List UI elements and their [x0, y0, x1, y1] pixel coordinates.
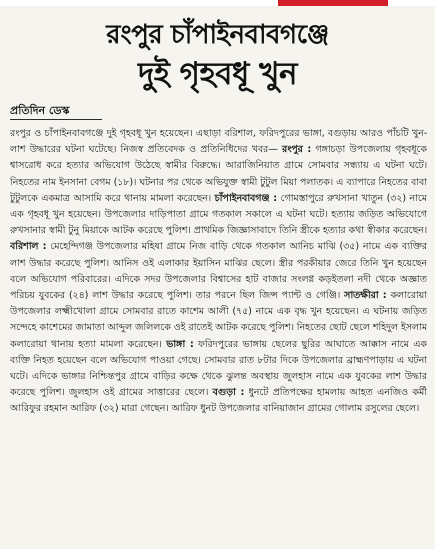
top-bar-white-left [0, 0, 278, 6]
article-paragraph [10, 126, 427, 418]
bhanga-label: ভাঙ্গা : [166, 338, 194, 350]
dateline-underline [10, 119, 102, 120]
top-color-bar [0, 0, 435, 10]
intro-text: রংপুর ও চাঁপাইনবাবগঞ্জে দুই গৃহবধূ খুন হয়েছেন। এছাড়া বরিশাল, ফরিদপুরের ভাঙ্গা, বগুড়ায় আরও পাঁচটি খুন-লাশ উদ্ধারের ঘটনা ঘটেছে। নিজস্ব প্রতিবেদক ও প্রতিনিধিদের খবর— [10, 128, 427, 156]
article-body [10, 126, 427, 544]
chapai-label: চাঁপাইনবাবগঞ্জ : [214, 192, 277, 204]
bogura-text: ধুনটে প্রতিপক্ষের হামলায় আহত এনজিও কর্মী আরিফুর রহমান আরিফ (৩২) মারা গেছেন। আরিফ ধুনট উপজেলার বানিয়াজান গ্রামের গোলাম রসুলের ছেলে। [10, 387, 427, 415]
top-bar-white-right [388, 0, 435, 6]
top-bar-red-segment [278, 0, 388, 6]
satkhira-text: কলারোয়া উপজেলার লক্ষ্মীখোলা গ্রামে সোমবার রাতে কাশেম আলী (৭৫) নামে এক বৃদ্ধ খুন হয়েছেন। এ ঘটনায় জড়িত সন্দেহে কাশেমের জামাতা আব্দুল জলিলকে ওই রাতেই আটক করেছে পুলিশ। নিহতের ছোট ছেলে শহিদুল ইসলাম কলারোয়া থানায় হত্যা মামলা করেছেন। [10, 290, 427, 350]
barishal-text: মেহেন্দিগঞ্জ উপজেলার মহিষা গ্রামে নিজ বাড়ি থেকে গতকাল আনিচ মাঝি (৩৫) নামে এক ব্যক্তির লাশ উদ্ধার করেছে পুলিশ। আনিস ওই এলাকার ইয়াসিন মাঝির ছেলে। স্ত্রীর পরকীয়ার জেরে তিনি খুন হয়েছেন বলে অভিযোগ পরিবারের। এদিকে সদর উপজেলার বিশ্বাসের হাট বাজার সংলগ্ন কড়ইতলা নদী থেকে অজ্ঞাত পরিচয় যুবকের (২৪) লাশ উদ্ধার করেছে পুলিশ। তার পরনে ছিল জিন্স প্যান্ট ও গেঞ্জি। [10, 241, 427, 302]
headline-line-1: রংপুর চাঁপাইনবাবগঞ্জে [106, 20, 329, 50]
chapai-text: গোমস্তাপুরে রুখসানা খাতুন (৩২) নামে এক গৃহবধূ খুন হয়েছেন। উপজেলার দাড়িপাতা গ্রামে গতকাল সকালে এ ঘটনা ঘটে। হত্যায় জড়িত অভিযোগে রুখসানার স্বামী টুনু মিয়াকে আটক করেছে পুলিশ। প্রাথমিক জিজ্ঞাসাবাদে তিনি স্ত্রীকে হত্যার কথা স্বীকার করেছেন। [10, 192, 427, 237]
headline-line-2: দুই গৃহবধূ খুন [137, 56, 298, 92]
rangpur-label: রংপুর : [281, 144, 312, 156]
satkhira-label: সাতক্ষীরা : [344, 290, 387, 302]
bhanga-text: ফরিদপুরের ভাঙ্গায় ছেলের ছুরির আঘাতে আক্কাস নামে এক ব্যক্তি নিহত হয়েছেন বলে অভিযোগ পাওয়া গেছে। সোমবার রাত ৮টার দিকে উপজেলার ব্রাহ্মণপাড়ায় এ ঘটনা ঘটে। এদিকে ভাঙ্গার নিশ্চিন্তপুর গ্রামে বাড়ির কক্ষে থেকে ঝুলন্ত অবস্থায় জুলহাস নামে এক যুবকের লাশ উদ্ধার করেছে পুলিশ। জুলহাস ওই গ্রামের সাত্তারের ছেলে। [10, 338, 427, 399]
barishal-label: বরিশাল : [10, 241, 47, 253]
rangpur-text: গঙ্গাচড়া উপজেলায় গৃহবধূকে শ্বাসরোধ করে হত্যার অভিযোগ উঠেছে স্বামীর বিরুদ্ধে। আরাজিনিয়াত গ্রামে সোমবার সন্ধ্যায় এ ঘটনা ঘটে। নিহতের নাম ইনসানা বেগম (১৮)। ঘটনার পর থেকে অভিযুক্ত স্বামী টুটুল মিয়া পলাতক। এ ব্যাপারে নিহতের বাবা টুটুলকে একমাত্র আসামি করে থানায় মামলা করেছেন। [10, 144, 427, 204]
bogura-label: বগুড়া : [212, 387, 245, 399]
dateline: প্রতিদিন ডেস্ক [10, 104, 70, 117]
